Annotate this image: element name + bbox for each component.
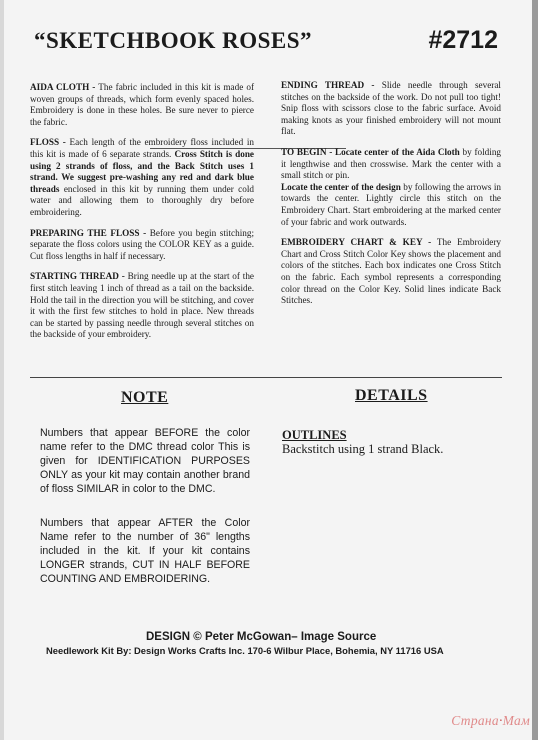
- outlines-text: Backstitch using 1 strand Black.: [282, 442, 444, 456]
- starting-thread-text: Bring needle up at the start of the first stitch leaving 1 inch of thread as a tail on the backside. Hold the tail in the direction you will be stitching, and cover it with the first few stitches to hold in place. New threads can be started by passing needle through several stitches on the backside of your embroidery.: [30, 271, 255, 340]
- aida-cloth-label: AIDA CLOTH -: [30, 82, 96, 92]
- details-heading: DETAILS: [355, 387, 428, 404]
- aida-cloth-text: The fabric included in this kit is made of woven groups of threads, which form evenly spaced holes. Embroidery is done in these holes. Be sure never to pierce the fabric.: [30, 82, 254, 127]
- watermark-dot: ·: [498, 713, 503, 728]
- kit-credit: Needlework Kit By: Design Works Crafts Inc. 170-6 Wilbur Place, Bohemia, NY 11716 USA: [46, 645, 444, 656]
- kit-number: #2712: [428, 26, 498, 54]
- starting-thread-label: STARTING THREAD -: [30, 271, 125, 282]
- floss-label: FLOSS -: [30, 137, 66, 148]
- floss-bold-text: Cross Stitch is done using 2 strands of floss, and the Back Stitch uses 1 strand. We suggest pre-washing any red and dark blue threads: [30, 148, 255, 194]
- ending-thread-text: Slide needle through several stitches on the backside of the work. Do not pull too tight! Snip floss with scissors close to the fabric surface. Avoid making knots as your finished embroidery will not mount flat.: [281, 80, 501, 137]
- note-paragraph-before: Numbers that appear BEFORE the color name refer to the DMC thread color This is given for IDENTIFICATION PURPOSES ONLY as your kit may contain another brand of floss SIMILAR in color to the DMC.: [40, 427, 250, 495]
- watermark-part2: Мам: [502, 713, 530, 728]
- floss-text: Each length of the embroidery floss included in this kit is made of 6 separate strands.: [30, 137, 254, 159]
- note-heading: NOTE: [121, 389, 169, 406]
- chart-key-text: The Embroidery Chart and Cross Stitch Color Key shows the placement and colors of the stitches. Each box indicates one Cross Stitch on the fabric. Each symbol represents a corresponding color thread on the Color Key. Solid lines indicate Back Stitches.: [281, 237, 501, 306]
- locate-center-label: Locate the center of the design: [281, 181, 401, 192]
- page-title: “SKETCHBOOK ROSES”: [34, 28, 313, 53]
- to-begin-text: by folding it lengthwise and then crosswise. Mark the center with a small stitch or pin.: [281, 146, 502, 181]
- page-edge-left: [0, 0, 4, 740]
- preparing-floss-text: Before you begin stitching; separate the floss colors using the COLOR KEY as a guide. Cut floss lengths in half if necessary.: [30, 227, 254, 261]
- watermark-logo: [451, 713, 530, 729]
- page-edge-right: [532, 0, 538, 740]
- outlines-label: OUTLINES: [282, 428, 347, 442]
- preparing-floss-label: PREPARING THE FLOSS -: [30, 227, 147, 238]
- right-instructions: [281, 80, 501, 316]
- section-divider: [30, 377, 502, 378]
- chart-key-section: [281, 237, 501, 307]
- watermark-part1: Страна: [451, 713, 499, 728]
- locate-center-text: by following the arrows in towards the center. Lightly circle this stitch on the Embroidery Chart. Start embroidering at the marked center of your fabric and work outwards.: [281, 181, 501, 227]
- to-begin-label: TO BEGIN - Locate center of the Aida Cloth: [281, 146, 460, 157]
- locate-center-section: [281, 182, 501, 228]
- floss-section: [30, 137, 254, 218]
- chart-key-label: EMBROIDERY CHART & KEY -: [281, 237, 432, 248]
- starting-thread-section: [30, 271, 254, 341]
- design-credit: DESIGN © Peter McGowan– Image Source: [146, 631, 377, 643]
- aida-cloth-section: [30, 82, 254, 128]
- to-begin-section: [281, 147, 501, 182]
- floss-text-end: enclosed in this kit by running them under cold water and allowing them to thoroughly dry before embroidering.: [30, 183, 254, 217]
- ending-thread-label: ENDING THREAD -: [281, 80, 375, 90]
- outlines-detail: [282, 428, 502, 456]
- left-instructions: [30, 82, 254, 350]
- ending-thread-section: [281, 80, 501, 138]
- preparing-floss-section: [30, 228, 254, 263]
- note-paragraph-after: Numbers that appear AFTER the Color Name refer to the number of 36" lengths included in the kit. If your kit contains LONGER strands, CUT IN HALF BEFORE COUNTING AND EMBROIDERING.: [40, 517, 250, 585]
